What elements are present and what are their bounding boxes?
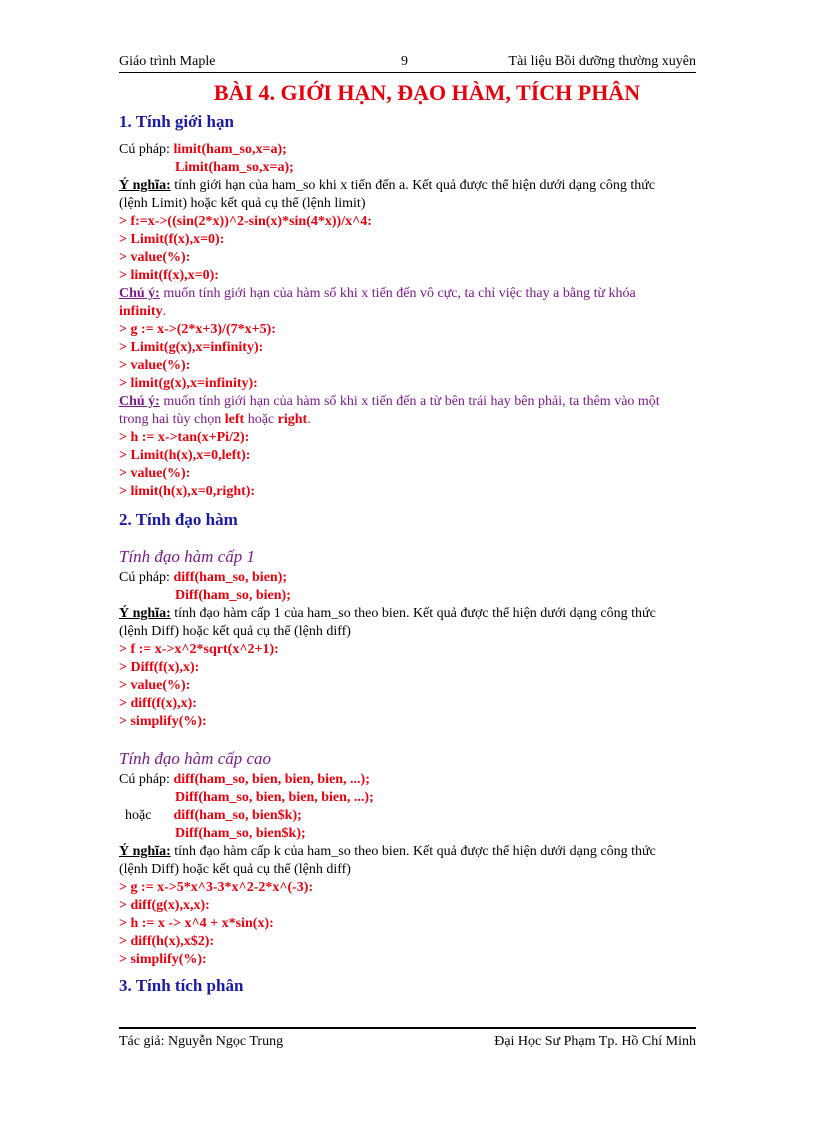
maple-command: > simplify(%): <box>119 714 207 729</box>
section2-meaning <box>119 605 699 623</box>
syntax-command: Diff(ham_so, bien); <box>175 588 291 603</box>
note-keyword: infinity <box>119 304 163 319</box>
note-text: hoặc <box>244 412 278 427</box>
maple-command: > limit(f(x),x=0): <box>119 268 219 283</box>
note-keyword-left: left <box>224 412 245 427</box>
meaning-label: Ý nghĩa: <box>119 844 171 859</box>
section2-meaning2 <box>119 843 699 861</box>
section2-sub1: Tính đạo hàm cấp 1 <box>119 547 255 566</box>
meaning-label: Ý nghĩa: <box>119 606 171 621</box>
section1-syntax-line1 <box>119 141 699 159</box>
footer-institution: Đại Học Sư Phạm Tp. Hồ Chí Minh <box>494 1034 696 1049</box>
syntax-command: Limit(ham_so,x=a); <box>175 160 294 175</box>
maple-command: > limit(g(x),x=infinity): <box>119 376 258 391</box>
syntax-command: limit(ham_so,x=a); <box>173 142 287 157</box>
page-number: 9 <box>401 54 408 69</box>
footer-author: Tác giả: Nguyễn Ngọc Trung <box>119 1034 284 1049</box>
syntax-label: Cú pháp: <box>119 142 174 157</box>
section2-syntax-line6 <box>119 825 699 843</box>
note-label: Chú ý: <box>119 394 160 409</box>
note-end: . <box>162 304 167 319</box>
section2-syntax-line2 <box>119 587 699 605</box>
syntax-label: Cú pháp: <box>119 772 174 787</box>
maple-command: > g := x->5*x^3-3*x^2-2*x^(-3): <box>119 880 314 895</box>
section2-heading: 2. Tính đạo hàm <box>119 510 238 529</box>
document-body <box>119 78 699 997</box>
maple-command: > Diff(f(x),x): <box>119 660 200 675</box>
maple-command: > value(%): <box>119 250 191 265</box>
meaning-label: Ý nghĩa: <box>119 178 171 193</box>
section2-syntax-line3 <box>119 771 699 789</box>
syntax-label: Cú pháp: <box>119 570 174 585</box>
section1-note1 <box>119 285 699 303</box>
maple-command: > Limit(g(x),x=infinity): <box>119 340 264 355</box>
maple-command: > h := x->tan(x+Pi/2): <box>119 430 250 445</box>
note-end: . <box>307 412 311 427</box>
meaning-text: tính đạo hàm cấp k của ham_so theo bien. Kết quả được thể hiện dưới dạng công thức <box>170 844 656 859</box>
maple-command: > diff(h(x),x$2): <box>119 934 215 949</box>
footer-divider <box>119 1027 696 1029</box>
maple-command: > value(%): <box>119 466 191 481</box>
note-keyword-right: right <box>277 412 308 427</box>
header-right: Tài liệu Bồi dưỡng thường xuyên <box>508 54 696 69</box>
section1-note1-cont <box>119 303 699 321</box>
maple-command: > simplify(%): <box>119 952 207 967</box>
section1-meaning <box>119 177 699 195</box>
syntax-command: diff(ham_so, bien$k); <box>173 808 302 823</box>
syntax-command: Diff(ham_so, bien, bien, bien, ...); <box>175 790 374 805</box>
maple-command: > value(%): <box>119 358 191 373</box>
meaning-text: tính đạo hàm cấp 1 của ham_so theo bien. Kết quả được thể hiện dưới dạng công thức <box>170 606 656 621</box>
maple-command: > g := x->(2*x+3)/(7*x+5): <box>119 322 276 337</box>
section2-meaning-cont: (lệnh Diff) hoặc kết quả cụ thể (lệnh diff) <box>119 624 351 639</box>
syntax-command: diff(ham_so, bien, bien, bien, ...); <box>173 772 370 787</box>
section2-syntax-line5 <box>119 807 699 825</box>
section1-heading: 1. Tính giới hạn <box>119 112 234 131</box>
section2-sub2: Tính đạo hàm cấp cao <box>119 749 272 768</box>
header-left: Giáo trình Maple <box>119 54 216 69</box>
page-footer <box>119 1032 696 1052</box>
maple-command: > f:=x->((sin(2*x))^2-sin(x)*sin(4*x))/x^4: <box>119 214 372 229</box>
maple-command: > h := x -> x^4 + x*sin(x): <box>119 916 274 931</box>
section2-syntax-line1 <box>119 569 699 587</box>
section1-note2-cont <box>119 411 699 429</box>
maple-command: > f := x->x^2*sqrt(x^2+1): <box>119 642 279 657</box>
maple-command: > limit(h(x),x=0,right): <box>119 484 256 499</box>
header-divider <box>119 72 696 73</box>
page-header <box>119 52 696 72</box>
page-title: BÀI 4. GIỚI HẠN, ĐẠO HÀM, TÍCH PHÂN <box>213 80 641 105</box>
or-label: hoặc <box>125 808 152 823</box>
meaning-text: tính giới hạn của ham_so khi x tiến đến a. Kết quả được thể hiện dưới dạng công thức <box>170 178 656 193</box>
section1-syntax-line2 <box>119 159 699 177</box>
note-text: muốn tính giới hạn của hàm số khi x tiến đến vô cực, ta chỉ việc thay a bằng từ khóa <box>159 286 636 301</box>
maple-command: > Limit(h(x),x=0,left): <box>119 448 251 463</box>
section1-meaning-cont: (lệnh Limit) hoặc kết quả cụ thể (lệnh limit) <box>119 196 366 211</box>
note-label: Chú ý: <box>119 286 160 301</box>
section1-note2 <box>119 393 699 411</box>
note-text: trong hai tùy chọn <box>119 412 225 427</box>
maple-command: > value(%): <box>119 678 191 693</box>
note-text: muốn tính giới hạn của hàm số khi x tiến đến a từ bên trái hay bên phải, ta thêm vào một <box>159 394 660 409</box>
syntax-command: diff(ham_so, bien); <box>173 570 288 585</box>
maple-command: > Limit(f(x),x=0): <box>119 232 225 247</box>
maple-command: > diff(f(x),x): <box>119 696 197 711</box>
syntax-command: Diff(ham_so, bien$k); <box>175 826 306 841</box>
section2-syntax-line4 <box>119 789 699 807</box>
maple-command: > diff(g(x),x,x): <box>119 898 210 913</box>
section3-heading: 3. Tính tích phân <box>119 976 244 995</box>
section2-meaning2-cont: (lệnh Diff) hoặc kết quả cụ thể (lệnh diff) <box>119 862 351 877</box>
